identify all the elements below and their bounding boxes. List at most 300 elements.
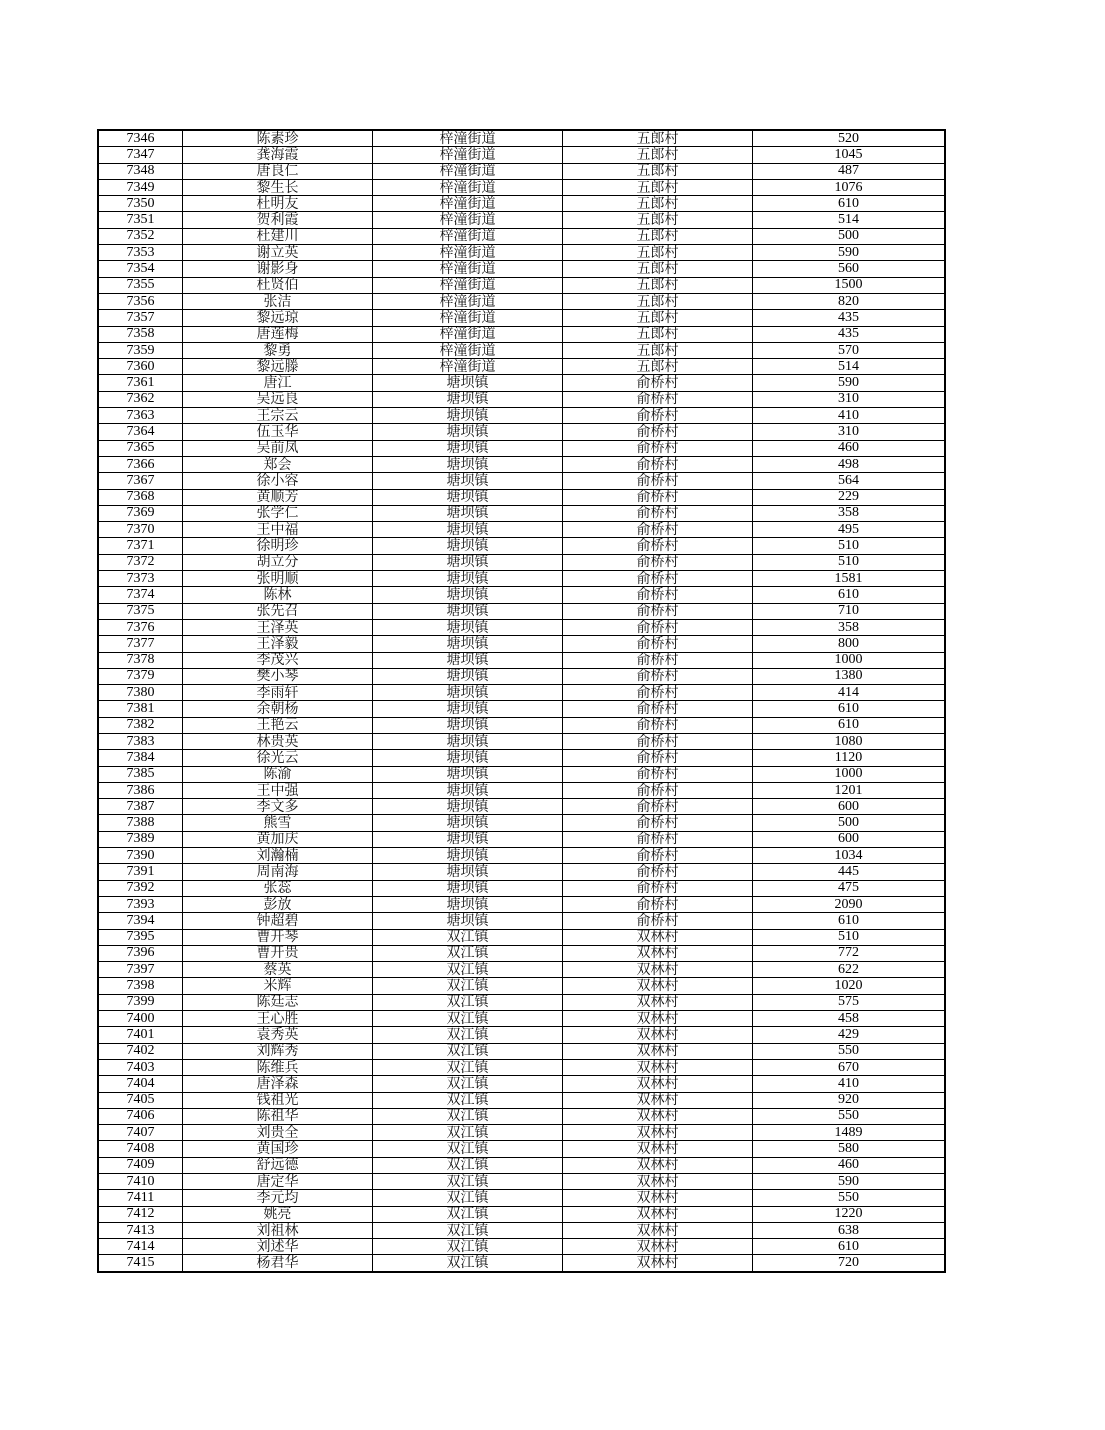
amount-cell: 410	[753, 1076, 946, 1092]
town-cell: 塘坝镇	[373, 440, 563, 456]
town-cell: 双江镇	[373, 1108, 563, 1124]
village-cell: 双林村	[563, 1125, 753, 1141]
row-number-cell: 7407	[98, 1125, 183, 1141]
name-cell: 陈素珍	[183, 130, 373, 147]
name-cell: 陈林	[183, 587, 373, 603]
amount-cell: 487	[753, 163, 946, 179]
village-cell: 五郎村	[563, 163, 753, 179]
name-cell: 唐良仁	[183, 163, 373, 179]
row-number-cell: 7356	[98, 293, 183, 309]
name-cell: 杨君华	[183, 1255, 373, 1272]
table-row	[98, 1043, 945, 1059]
amount-cell: 410	[753, 408, 946, 424]
name-cell: 曹开贵	[183, 945, 373, 961]
table-row	[98, 1108, 945, 1124]
village-cell: 俞桥村	[563, 489, 753, 505]
village-cell: 五郎村	[563, 277, 753, 293]
row-number-cell: 7349	[98, 179, 183, 195]
roster-sheet	[97, 129, 940, 1273]
name-cell: 张先召	[183, 603, 373, 619]
town-cell: 双江镇	[373, 1157, 563, 1173]
table-row	[98, 212, 945, 228]
table-row	[98, 456, 945, 472]
amount-cell: 820	[753, 293, 946, 309]
town-cell: 塘坝镇	[373, 750, 563, 766]
table-row	[98, 636, 945, 652]
amount-cell: 1034	[753, 848, 946, 864]
table-row	[98, 375, 945, 391]
row-number-cell: 7402	[98, 1043, 183, 1059]
town-cell: 塘坝镇	[373, 848, 563, 864]
name-cell: 胡立分	[183, 554, 373, 570]
amount-cell: 1076	[753, 179, 946, 195]
row-number-cell: 7370	[98, 522, 183, 538]
village-cell: 双林村	[563, 1206, 753, 1222]
table-row	[98, 1222, 945, 1238]
amount-cell: 610	[753, 196, 946, 212]
town-cell: 梓潼街道	[373, 245, 563, 261]
town-cell: 梓潼街道	[373, 261, 563, 277]
row-number-cell: 7384	[98, 750, 183, 766]
name-cell: 吴前凤	[183, 440, 373, 456]
row-number-cell: 7389	[98, 831, 183, 847]
row-number-cell: 7347	[98, 147, 183, 163]
amount-cell: 610	[753, 1239, 946, 1255]
table-row	[98, 848, 945, 864]
amount-cell: 1020	[753, 978, 946, 994]
amount-cell: 610	[753, 717, 946, 733]
table-row	[98, 440, 945, 456]
town-cell: 梓潼街道	[373, 359, 563, 375]
row-number-cell: 7367	[98, 473, 183, 489]
amount-cell: 638	[753, 1222, 946, 1238]
row-number-cell: 7385	[98, 766, 183, 782]
row-number-cell: 7396	[98, 945, 183, 961]
name-cell: 袁秀英	[183, 1027, 373, 1043]
village-cell: 俞桥村	[563, 571, 753, 587]
row-number-cell: 7415	[98, 1255, 183, 1272]
table-row	[98, 522, 945, 538]
town-cell: 双江镇	[373, 1011, 563, 1027]
village-cell: 双林村	[563, 1059, 753, 1075]
village-cell: 俞桥村	[563, 473, 753, 489]
amount-cell: 510	[753, 929, 946, 945]
name-cell: 王中强	[183, 782, 373, 798]
table-row	[98, 603, 945, 619]
amount-cell: 575	[753, 994, 946, 1010]
row-number-cell: 7390	[98, 848, 183, 864]
village-cell: 俞桥村	[563, 440, 753, 456]
amount-cell: 610	[753, 587, 946, 603]
amount-cell: 358	[753, 505, 946, 521]
village-cell: 五郎村	[563, 326, 753, 342]
town-cell: 塘坝镇	[373, 913, 563, 929]
row-number-cell: 7357	[98, 310, 183, 326]
town-cell: 塘坝镇	[373, 505, 563, 521]
town-cell: 塘坝镇	[373, 522, 563, 538]
village-cell: 双林村	[563, 1011, 753, 1027]
town-cell: 双江镇	[373, 1255, 563, 1272]
town-cell: 塘坝镇	[373, 831, 563, 847]
name-cell: 杜明友	[183, 196, 373, 212]
amount-cell: 580	[753, 1141, 946, 1157]
table-row	[98, 245, 945, 261]
row-number-cell: 7372	[98, 554, 183, 570]
row-number-cell: 7358	[98, 326, 183, 342]
village-cell: 俞桥村	[563, 717, 753, 733]
name-cell: 李元均	[183, 1190, 373, 1206]
name-cell: 李茂兴	[183, 652, 373, 668]
town-cell: 梓潼街道	[373, 179, 563, 195]
town-cell: 双江镇	[373, 1125, 563, 1141]
amount-cell: 1500	[753, 277, 946, 293]
amount-cell: 570	[753, 342, 946, 358]
name-cell: 伍玉华	[183, 424, 373, 440]
table-row	[98, 554, 945, 570]
table-row	[98, 685, 945, 701]
row-number-cell: 7383	[98, 733, 183, 749]
amount-cell: 610	[753, 913, 946, 929]
name-cell: 王宗云	[183, 408, 373, 424]
table-row	[98, 619, 945, 635]
amount-cell: 520	[753, 130, 946, 147]
town-cell: 梓潼街道	[373, 196, 563, 212]
table-row	[98, 896, 945, 912]
amount-cell: 435	[753, 326, 946, 342]
village-cell: 双林村	[563, 1157, 753, 1173]
table-row	[98, 1027, 945, 1043]
amount-cell: 590	[753, 1174, 946, 1190]
town-cell: 塘坝镇	[373, 717, 563, 733]
name-cell: 米辉	[183, 978, 373, 994]
row-number-cell: 7350	[98, 196, 183, 212]
village-cell: 俞桥村	[563, 831, 753, 847]
town-cell: 梓潼街道	[373, 212, 563, 228]
row-number-cell: 7352	[98, 228, 183, 244]
name-cell: 钱祖光	[183, 1092, 373, 1108]
row-number-cell: 7388	[98, 815, 183, 831]
table-row	[98, 1255, 945, 1272]
amount-cell: 458	[753, 1011, 946, 1027]
town-cell: 双江镇	[373, 962, 563, 978]
village-cell: 俞桥村	[563, 636, 753, 652]
name-cell: 林贵英	[183, 733, 373, 749]
table-row	[98, 978, 945, 994]
name-cell: 王心胜	[183, 1011, 373, 1027]
table-row	[98, 1092, 945, 1108]
row-number-cell: 7353	[98, 245, 183, 261]
village-cell: 双林村	[563, 1141, 753, 1157]
name-cell: 张明顺	[183, 571, 373, 587]
name-cell: 李文多	[183, 799, 373, 815]
town-cell: 塘坝镇	[373, 554, 563, 570]
name-cell: 唐莲梅	[183, 326, 373, 342]
village-cell: 俞桥村	[563, 880, 753, 896]
village-cell: 俞桥村	[563, 782, 753, 798]
table-row	[98, 864, 945, 880]
town-cell: 双江镇	[373, 1239, 563, 1255]
row-number-cell: 7406	[98, 1108, 183, 1124]
row-number-cell: 7359	[98, 342, 183, 358]
amount-cell: 510	[753, 538, 946, 554]
town-cell: 双江镇	[373, 945, 563, 961]
name-cell: 唐江	[183, 375, 373, 391]
table-row	[98, 766, 945, 782]
amount-cell: 670	[753, 1059, 946, 1075]
name-cell: 郑会	[183, 456, 373, 472]
row-number-cell: 7364	[98, 424, 183, 440]
amount-cell: 1201	[753, 782, 946, 798]
amount-cell: 590	[753, 375, 946, 391]
row-number-cell: 7368	[98, 489, 183, 505]
table-row	[98, 147, 945, 163]
table-row	[98, 750, 945, 766]
name-cell: 唐定华	[183, 1174, 373, 1190]
row-number-cell: 7363	[98, 408, 183, 424]
amount-cell: 514	[753, 359, 946, 375]
town-cell: 梓潼街道	[373, 147, 563, 163]
amount-cell: 772	[753, 945, 946, 961]
row-number-cell: 7360	[98, 359, 183, 375]
town-cell: 双江镇	[373, 978, 563, 994]
town-cell: 塘坝镇	[373, 538, 563, 554]
name-cell: 谢立英	[183, 245, 373, 261]
town-cell: 梓潼街道	[373, 277, 563, 293]
row-number-cell: 7369	[98, 505, 183, 521]
amount-cell: 550	[753, 1043, 946, 1059]
amount-cell: 1080	[753, 733, 946, 749]
row-number-cell: 7366	[98, 456, 183, 472]
town-cell: 塘坝镇	[373, 668, 563, 684]
row-number-cell: 7346	[98, 130, 183, 147]
town-cell: 双江镇	[373, 1027, 563, 1043]
town-cell: 双江镇	[373, 1174, 563, 1190]
village-cell: 五郎村	[563, 342, 753, 358]
name-cell: 陈渝	[183, 766, 373, 782]
name-cell: 黄顺芳	[183, 489, 373, 505]
row-number-cell: 7400	[98, 1011, 183, 1027]
village-cell: 五郎村	[563, 245, 753, 261]
row-number-cell: 7411	[98, 1190, 183, 1206]
amount-cell: 1120	[753, 750, 946, 766]
row-number-cell: 7398	[98, 978, 183, 994]
village-cell: 俞桥村	[563, 864, 753, 880]
town-cell: 塘坝镇	[373, 571, 563, 587]
town-cell: 双江镇	[373, 1222, 563, 1238]
village-cell: 五郎村	[563, 179, 753, 195]
village-cell: 双林村	[563, 1239, 753, 1255]
name-cell: 舒远德	[183, 1157, 373, 1173]
table-row	[98, 994, 945, 1010]
town-cell: 梓潼街道	[373, 310, 563, 326]
name-cell: 樊小琴	[183, 668, 373, 684]
town-cell: 塘坝镇	[373, 799, 563, 815]
name-cell: 龚海霞	[183, 147, 373, 163]
table-row	[98, 1076, 945, 1092]
town-cell: 塘坝镇	[373, 864, 563, 880]
table-row	[98, 326, 945, 342]
table-row	[98, 717, 945, 733]
amount-cell: 310	[753, 424, 946, 440]
name-cell: 姚亮	[183, 1206, 373, 1222]
table-row	[98, 587, 945, 603]
amount-cell: 800	[753, 636, 946, 652]
village-cell: 双林村	[563, 1076, 753, 1092]
amount-cell: 600	[753, 799, 946, 815]
table-row	[98, 880, 945, 896]
town-cell: 双江镇	[373, 1043, 563, 1059]
row-number-cell: 7373	[98, 571, 183, 587]
name-cell: 张洁	[183, 293, 373, 309]
table-row	[98, 1239, 945, 1255]
town-cell: 塘坝镇	[373, 733, 563, 749]
table-row	[98, 538, 945, 554]
row-number-cell: 7405	[98, 1092, 183, 1108]
village-cell: 双林村	[563, 962, 753, 978]
name-cell: 王中福	[183, 522, 373, 538]
row-number-cell: 7355	[98, 277, 183, 293]
table-row	[98, 179, 945, 195]
amount-cell: 460	[753, 1157, 946, 1173]
village-cell: 双林村	[563, 945, 753, 961]
town-cell: 塘坝镇	[373, 391, 563, 407]
table-row	[98, 571, 945, 587]
table-row	[98, 913, 945, 929]
amount-cell: 310	[753, 391, 946, 407]
amount-cell: 550	[753, 1108, 946, 1124]
amount-cell: 475	[753, 880, 946, 896]
table-row	[98, 668, 945, 684]
table-row	[98, 815, 945, 831]
table-row	[98, 196, 945, 212]
amount-cell: 460	[753, 440, 946, 456]
table-row	[98, 733, 945, 749]
amount-cell: 500	[753, 228, 946, 244]
village-cell: 双林村	[563, 929, 753, 945]
row-number-cell: 7382	[98, 717, 183, 733]
table-row	[98, 228, 945, 244]
row-number-cell: 7377	[98, 636, 183, 652]
town-cell: 梓潼街道	[373, 342, 563, 358]
name-cell: 王艳云	[183, 717, 373, 733]
table-row	[98, 424, 945, 440]
village-cell: 俞桥村	[563, 375, 753, 391]
village-cell: 俞桥村	[563, 554, 753, 570]
table-row	[98, 782, 945, 798]
village-cell: 双林村	[563, 1222, 753, 1238]
village-cell: 五郎村	[563, 359, 753, 375]
town-cell: 梓潼街道	[373, 326, 563, 342]
table-row	[98, 701, 945, 717]
name-cell: 张学仁	[183, 505, 373, 521]
table-row	[98, 831, 945, 847]
row-number-cell: 7374	[98, 587, 183, 603]
village-cell: 俞桥村	[563, 766, 753, 782]
table-row	[98, 799, 945, 815]
village-cell: 俞桥村	[563, 652, 753, 668]
village-cell: 双林村	[563, 994, 753, 1010]
name-cell: 黄加庆	[183, 831, 373, 847]
village-cell: 双林村	[563, 1027, 753, 1043]
name-cell: 陈廷志	[183, 994, 373, 1010]
row-number-cell: 7391	[98, 864, 183, 880]
amount-cell: 720	[753, 1255, 946, 1272]
town-cell: 塘坝镇	[373, 815, 563, 831]
name-cell: 黄国珍	[183, 1141, 373, 1157]
name-cell: 徐光云	[183, 750, 373, 766]
row-number-cell: 7371	[98, 538, 183, 554]
name-cell: 谢影身	[183, 261, 373, 277]
row-number-cell: 7412	[98, 1206, 183, 1222]
name-cell: 杜建川	[183, 228, 373, 244]
village-cell: 俞桥村	[563, 913, 753, 929]
name-cell: 陈祖华	[183, 1108, 373, 1124]
village-cell: 俞桥村	[563, 848, 753, 864]
amount-cell: 514	[753, 212, 946, 228]
row-number-cell: 7403	[98, 1059, 183, 1075]
village-cell: 五郎村	[563, 293, 753, 309]
row-number-cell: 7387	[98, 799, 183, 815]
village-cell: 俞桥村	[563, 505, 753, 521]
amount-cell: 1380	[753, 668, 946, 684]
table-row	[98, 1141, 945, 1157]
table-row	[98, 293, 945, 309]
table-row	[98, 652, 945, 668]
name-cell: 王泽英	[183, 619, 373, 635]
table-row	[98, 962, 945, 978]
amount-cell: 358	[753, 619, 946, 635]
town-cell: 塘坝镇	[373, 587, 563, 603]
village-cell: 双林村	[563, 1043, 753, 1059]
name-cell: 熊雪	[183, 815, 373, 831]
table-row	[98, 359, 945, 375]
name-cell: 杜贤伯	[183, 277, 373, 293]
name-cell: 黎远琼	[183, 310, 373, 326]
row-number-cell: 7386	[98, 782, 183, 798]
row-number-cell: 7365	[98, 440, 183, 456]
table-row	[98, 929, 945, 945]
village-cell: 俞桥村	[563, 733, 753, 749]
village-cell: 双林村	[563, 1255, 753, 1272]
name-cell: 贺利霞	[183, 212, 373, 228]
village-cell: 俞桥村	[563, 799, 753, 815]
amount-cell: 600	[753, 831, 946, 847]
amount-cell: 1581	[753, 571, 946, 587]
town-cell: 塘坝镇	[373, 408, 563, 424]
table-row	[98, 1011, 945, 1027]
town-cell: 塘坝镇	[373, 896, 563, 912]
name-cell: 徐明珍	[183, 538, 373, 554]
table-row	[98, 473, 945, 489]
village-cell: 俞桥村	[563, 587, 753, 603]
town-cell: 塘坝镇	[373, 489, 563, 505]
village-cell: 五郎村	[563, 310, 753, 326]
name-cell: 唐泽森	[183, 1076, 373, 1092]
town-cell: 塘坝镇	[373, 782, 563, 798]
village-cell: 五郎村	[563, 130, 753, 147]
amount-cell: 920	[753, 1092, 946, 1108]
row-number-cell: 7378	[98, 652, 183, 668]
row-number-cell: 7379	[98, 668, 183, 684]
name-cell: 张蕊	[183, 880, 373, 896]
table-row	[98, 391, 945, 407]
table-row	[98, 261, 945, 277]
table-row	[98, 130, 945, 147]
town-cell: 双江镇	[373, 929, 563, 945]
amount-cell: 229	[753, 489, 946, 505]
name-cell: 王泽毅	[183, 636, 373, 652]
row-number-cell: 7348	[98, 163, 183, 179]
